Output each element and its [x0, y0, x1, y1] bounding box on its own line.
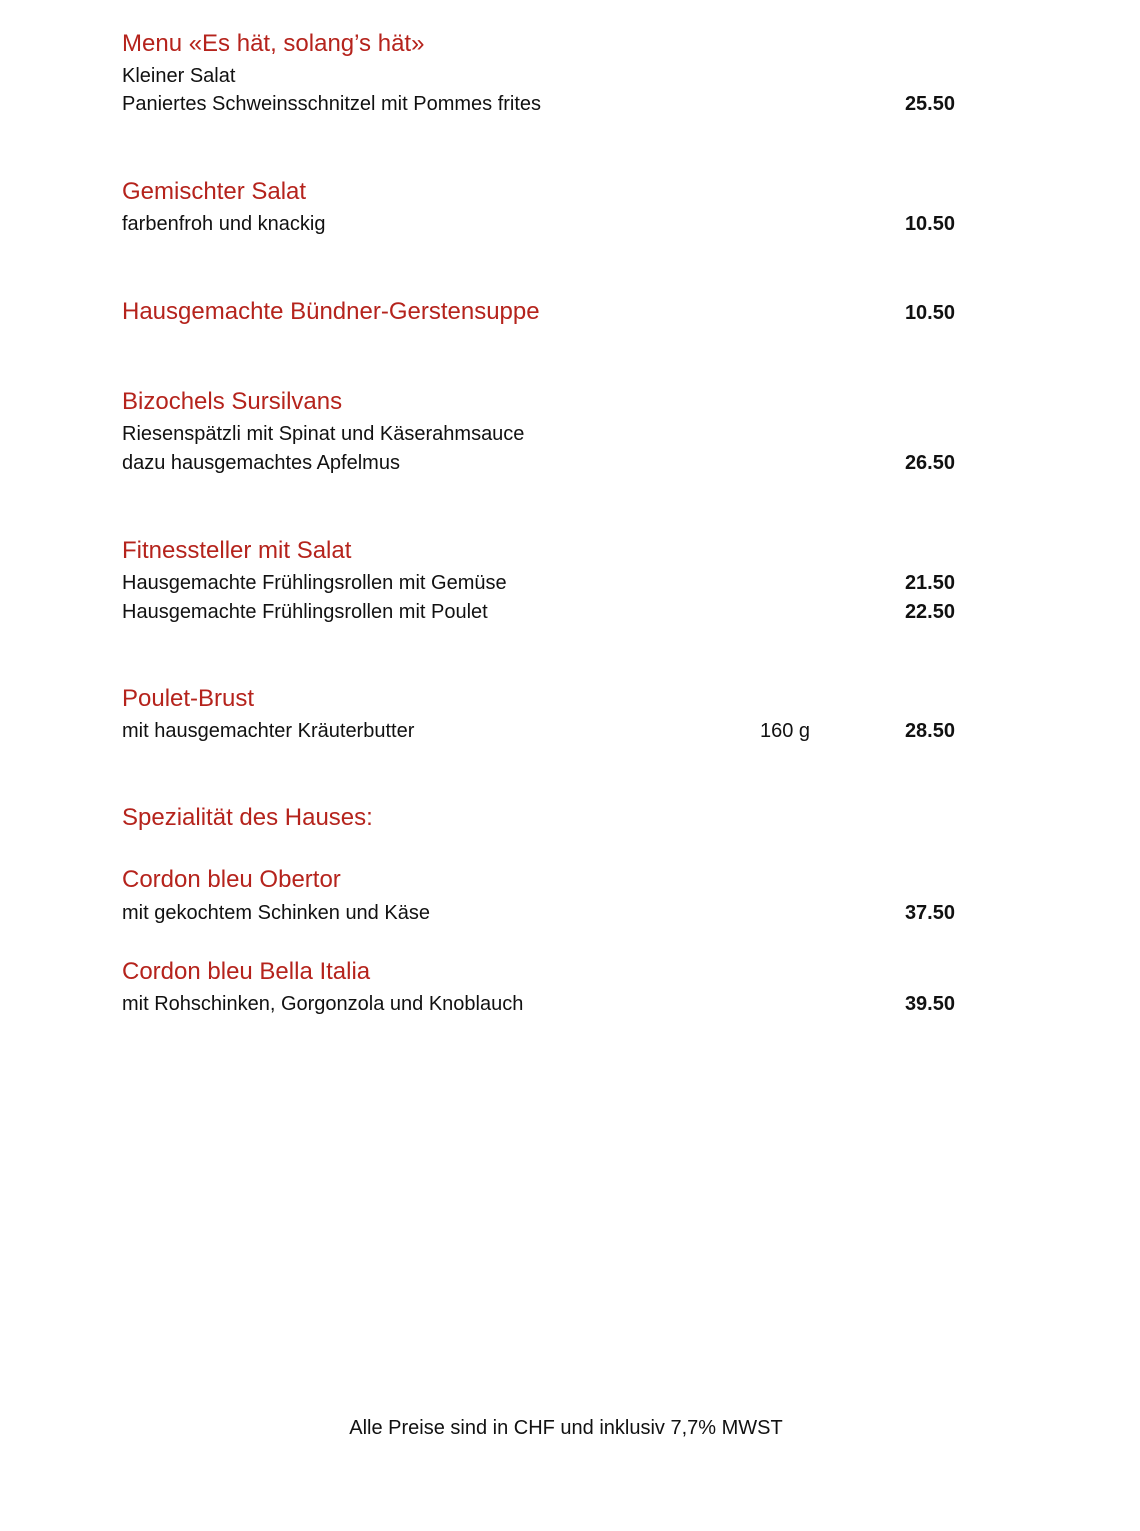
dish-title: Cordon bleu Obertor [122, 866, 341, 893]
specialty-heading: Spezialität des Hauses: [122, 804, 373, 831]
dish-price: 26.50 [904, 452, 955, 474]
dish-title: Gemischter Salat [122, 178, 307, 205]
dish-description: Hausgemachte Frühlingsrollen mit Poulet [122, 601, 488, 623]
dish-title: Bizochels Sursilvans [122, 388, 343, 415]
dish-price: 21.50 [904, 572, 955, 594]
dish-title: Poulet-Brust [122, 685, 255, 712]
dish-price: 10.50 [904, 302, 955, 324]
dish-price: 22.50 [904, 601, 955, 623]
price-footnote: Alle Preise sind in CHF und inklusiv 7,7% MWST [349, 1417, 783, 1439]
menu-title: Menu «Es hät, solang’s hät» [122, 30, 425, 57]
dish-title: Hausgemachte Bündner-Gerstensuppe [122, 298, 540, 325]
dish-title: Cordon bleu Bella Italia [122, 958, 371, 985]
dish-title: Fitnessteller mit Salat [122, 537, 352, 564]
menu-price: 25.50 [904, 93, 955, 115]
dish-description: farbenfroh und knackig [122, 213, 326, 235]
menu-description: Paniertes Schweinsschnitzel mit Pommes frites [122, 93, 542, 115]
dish-description: Riesenspätzli mit Spinat und Käserahmsauce [122, 423, 525, 445]
dish-description: mit hausgemachter Kräuterbutter [122, 720, 415, 742]
dish-price: 37.50 [904, 902, 955, 924]
menu-description: Kleiner Salat [122, 65, 236, 87]
dish-price: 10.50 [904, 213, 955, 235]
dish-weight: 160 g [760, 720, 811, 742]
dish-price: 28.50 [904, 720, 955, 742]
dish-description: Hausgemachte Frühlingsrollen mit Gemüse [122, 572, 507, 594]
dish-description: mit Rohschinken, Gorgonzola und Knoblauch [122, 993, 524, 1015]
dish-price: 39.50 [904, 993, 955, 1015]
dish-description: dazu hausgemachtes Apfelmus [122, 452, 400, 474]
dish-description: mit gekochtem Schinken und Käse [122, 902, 430, 924]
